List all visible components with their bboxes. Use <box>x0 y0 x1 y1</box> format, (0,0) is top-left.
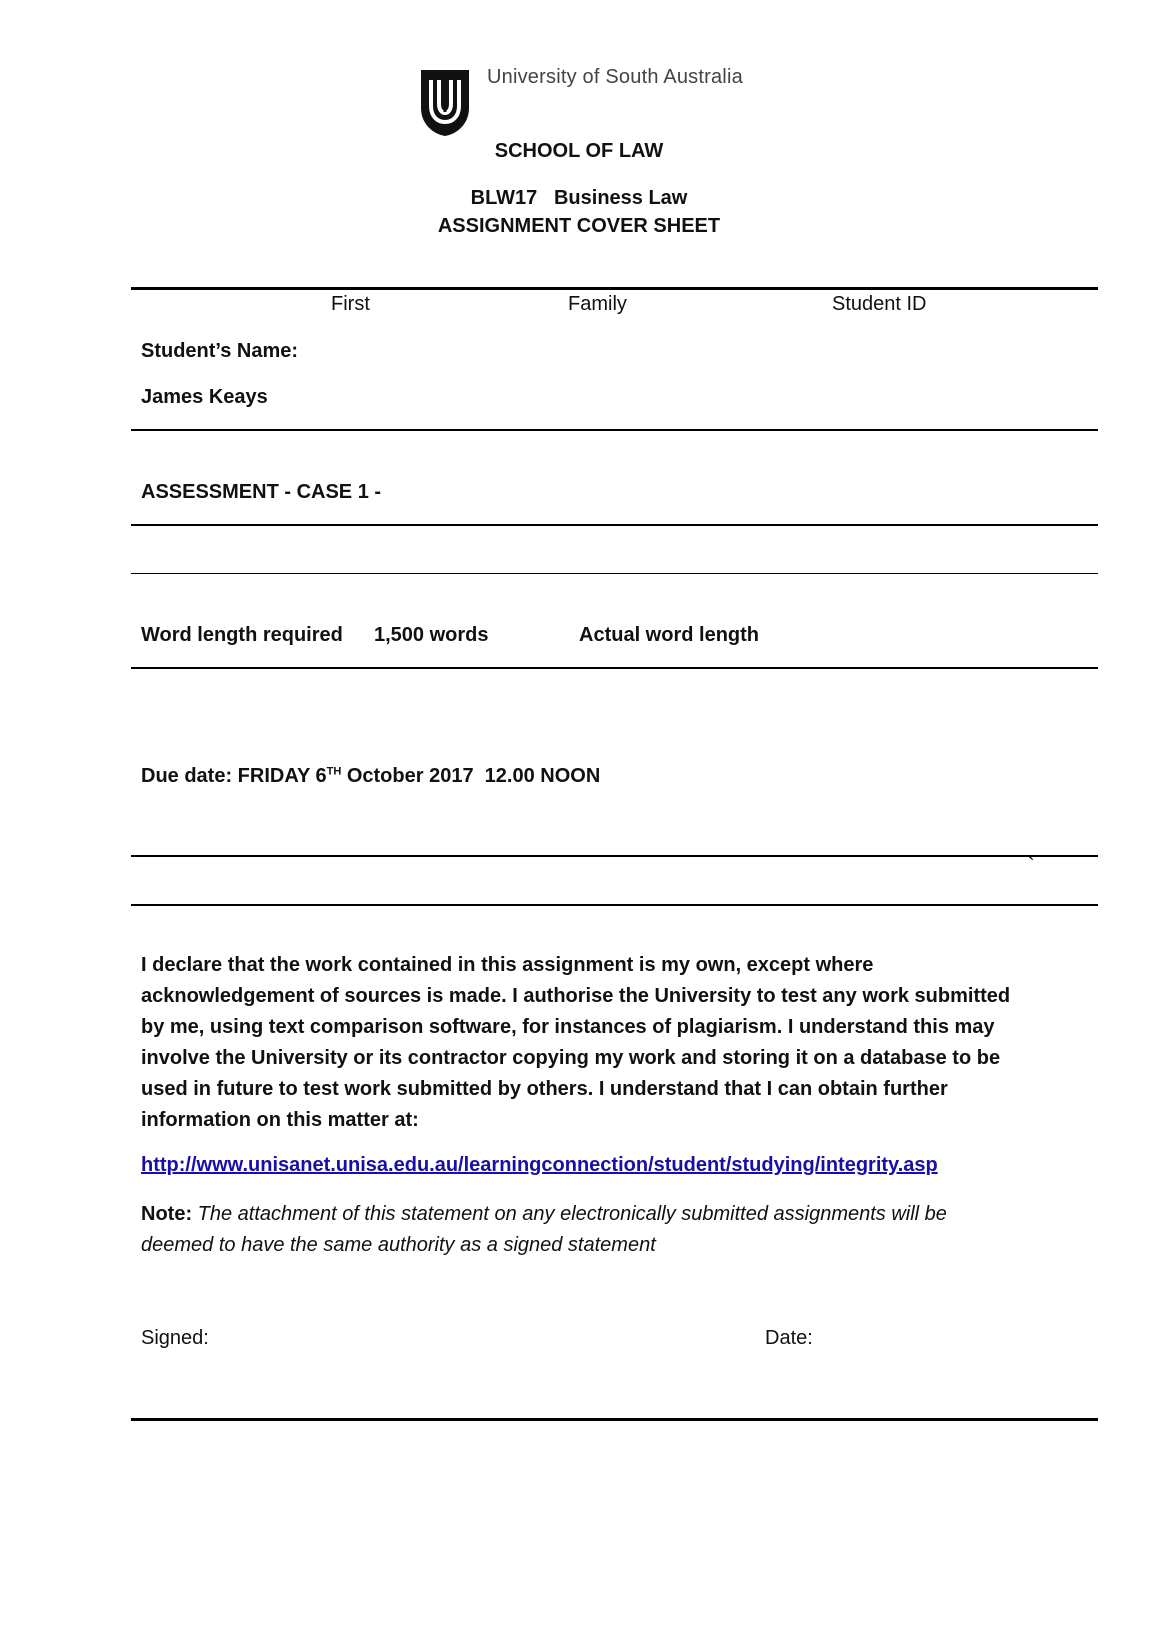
top-rule <box>131 287 1098 290</box>
col-student-id: Student ID <box>832 293 927 315</box>
col-family: Family <box>568 293 627 315</box>
word-length-required-value: 1,500 words <box>374 624 489 646</box>
due-date-prefix: Due date: FRIDAY 6 <box>141 765 327 787</box>
due-date <box>141 765 600 788</box>
actual-word-length-label: Actual word length <box>579 624 759 646</box>
note-text: The attachment of this statement on any electronically submitted assignments will be deemed to have the same authority as a signed statement <box>141 1203 947 1256</box>
rule <box>131 904 1098 906</box>
word-length-required-label: Word length required <box>141 624 343 646</box>
integrity-link[interactable]: http://www.unisanet.unisa.edu.au/learningconnection/student/studying/integrity.asp <box>141 1154 938 1176</box>
due-date-superscript: TH <box>326 765 342 778</box>
stray-backtick: ` <box>1028 855 1035 877</box>
bottom-rule <box>131 1418 1098 1421</box>
rule <box>131 855 1098 857</box>
declaration-text: I declare that the work contained in this assignment is my own, except where acknowledgement of sources is made. I authorise the University to test any work submitted by me, using text comparison software, for instances of plagiarism. I understand this may involve the University or its contractor copying my work and storing it on a database to be used in future to test work submitted by others. I understand that I can obtain further information on this matter at: <box>141 954 1011 1131</box>
col-first: First <box>331 293 370 315</box>
university-logo <box>419 66 749 140</box>
student-name-label: Student’s Name: <box>141 340 299 362</box>
university-shield-icon <box>419 68 471 138</box>
note-label: Note: <box>141 1203 193 1225</box>
rule <box>131 429 1098 431</box>
university-name: University of South Australia <box>487 66 743 88</box>
date-label: Date: <box>765 1327 813 1349</box>
rule <box>131 524 1098 526</box>
note <box>141 1199 1021 1261</box>
signed-label: Signed: <box>141 1327 209 1349</box>
assessment-label: ASSESSMENT - CASE 1 - <box>141 481 382 503</box>
student-name-value: James Keays <box>141 386 268 408</box>
school-title: SCHOOL OF LAW <box>494 140 664 162</box>
sheet-title: ASSIGNMENT COVER SHEET <box>437 215 721 237</box>
rule <box>131 667 1098 669</box>
rule <box>131 573 1098 574</box>
course-title: BLW17 Business Law <box>470 187 688 209</box>
due-date-suffix: October 2017 12.00 NOON <box>341 765 601 787</box>
